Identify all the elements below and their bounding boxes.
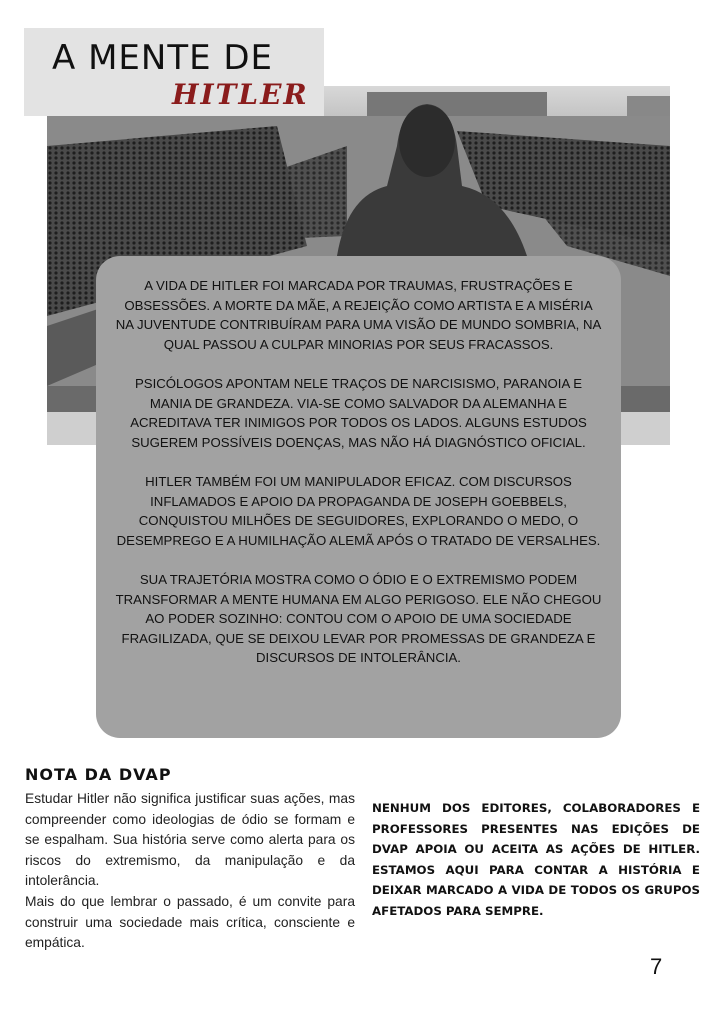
main-paragraph: PSICÓLOGOS APONTAM NELE TRAÇOS DE NARCISISMO, PARANOIA E MANIA DE GRANDEZA. VIA-SE COMO SALVADOR DA ALEMANHA E ACREDITAVA TER INIMIGOS POR TODOS OS LADOS. ALGUNS ESTUDOS SUGEREM POSSÍVEIS DOENÇAS, MAS NÃO HÁ DIAGNÓSTICO OFICIAL. — [130, 375, 587, 450]
nota-body — [25, 789, 355, 954]
nota-paragraph: Estudar Hitler não significa justificar suas ações, mas compreender como ideologias de ódio se formam e se espalham. Sua história serve como alerta para os riscos do extremismo, da manipulação e da intolerância. — [25, 791, 355, 889]
main-paragraph: A VIDA DE HITLER FOI MARCADA POR TRAUMAS, FRUSTRAÇÕES E OBSESSÕES. A MORTE DA MÃE, A REJEIÇÃO COMO ARTISTA E A MISÉRIA NA JUVENTUDE CONTRIBUÍRAM PARA UMA VISÃO DE MUNDO SOMBRIA, NA QUAL PASSOU A CULPAR MINORIAS POR SEUS FRACASSOS. — [115, 278, 602, 352]
main-paragraph: HITLER TAMBÉM FOI UM MANIPULADOR EFICAZ. COM DISCURSOS INFLAMADOS E APOIO DA PROPAGANDA DE JOSEPH GOEBBELS, CONQUISTOU MILHÕES DE SEGUIDORES, EXPLORANDO O MEDO, O DESEMPREGO E A HUMILHAÇÃO ALEMÃ APÓS O TRATADO DE VERSALHES. — [116, 473, 601, 548]
nota-heading: NOTA DA DVAP — [25, 765, 172, 784]
page-title-highlight: HITLER — [172, 78, 309, 111]
main-text-panel — [96, 256, 621, 738]
nota-paragraph: Mais do que lembrar o passado, é um convite para construir uma sociedade mais crítica, consciente e empática. — [25, 893, 355, 951]
title-box — [24, 28, 324, 116]
disclaimer-text: NENHUM DOS EDITORES, COLABORADORES E PROFESSORES PRESENTES NAS EDIÇÕES DE DVAP APOIA OU ACEITA AS AÇÕES DE HITLER. ESTAMOS AQUI PARA CONTAR A HISTÓRIA E DEIXAR MARCADO A VIDA DE TODOS OS GRUPOS AFETADOS PARA SEMPRE. — [372, 801, 700, 918]
page-number: 7 — [650, 954, 663, 979]
page-title: A MENTE DE — [52, 38, 274, 78]
main-paragraph: SUA TRAJETÓRIA MOSTRA COMO O ÓDIO E O EXTREMISMO PODEM TRANSFORMAR A MENTE HUMANA EM ALGO PERIGOSO. ELE NÃO CHEGOU AO PODER SOZINHO: CONTOU COM O APOIO DE UMA SOCIEDADE FRAGILIZADA, QUE SE DEIXOU LEVAR POR PROMESSAS DE GRANDEZA E DISCURSOS DE INTOLERÂNCIA. — [115, 571, 602, 666]
